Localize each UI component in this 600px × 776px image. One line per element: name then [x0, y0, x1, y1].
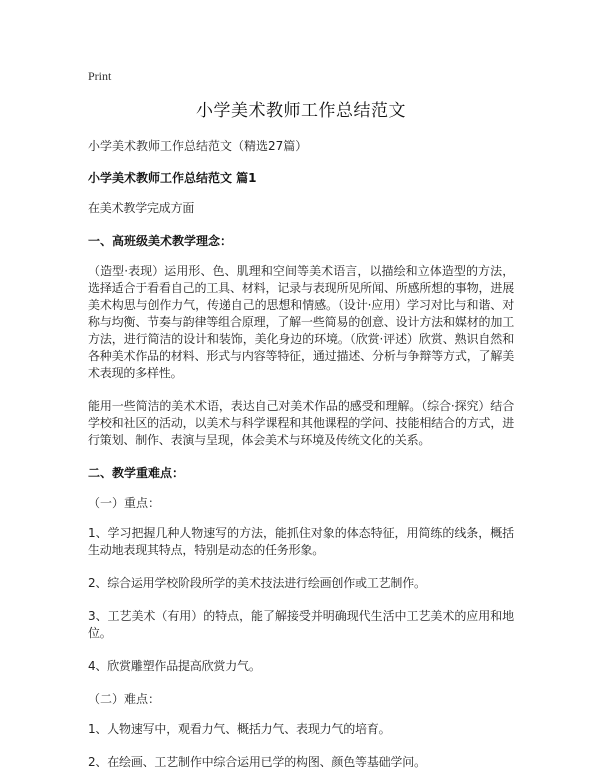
list-item: 2、综合运用学校阶段所学的美术技法进行绘画创作或工艺制作。 [88, 576, 426, 590]
print-link[interactable]: Print [88, 69, 112, 83]
paragraph-concept-2: 能用一些简洁的美术术语，表达自己对美术作品的感受和理解。（综合·探究）结合学校和社区的活动，以美术与科学课程和其他课程的学问、技能相结合的方式，进行策划、制作、表演与呈现，体会美术与环境及传统文化的关系。 [88, 399, 514, 447]
document-subtitle: 小学美术教师工作总结范文（精选27篇） [88, 139, 308, 153]
paragraph-concept-1: （造型·表现）运用形、色、肌理和空间等美术语言，以描绘和立体造型的方法，选择适合于看看自己的工具、材料，记录与表现所见所闻、所感所想的事物，进展美术构思与创作力气，传递自己的思想和情感。（设计·应用）学习对比与和谐、对称与均衡、节奏与韵律等组合原理，了解一些简易的创意、设计方法和媒材的加工方法，进行简洁的设计和装饰，美化身边的环境。（欣赏·评述）欣赏、熟识自然和各种美术作品的材料、形式与内容等特征，通过描述、分析与争辩等方式，了解美术表现的多样性。 [88, 264, 514, 380]
subheading-difficulty: （二）难点： [88, 692, 161, 706]
intro-paragraph: 在美术教学完成方面 [88, 201, 195, 215]
list-item: 1、学习把握几种人物速写的方法，能抓住对象的体态特征，用简练的线条，概括生动地表现其特点，特别是动态的任务形象。 [88, 526, 514, 557]
subheading-focus: （一）重点： [88, 496, 161, 510]
list-item: 3、工艺美术（有用）的特点，能了解接受并明确现代生活中工艺美术的应用和地位。 [88, 609, 514, 640]
list-item: 2、在绘画、工艺制作中综合运用已学的构图、颜色等基础学问。 [88, 755, 426, 769]
section-title: 小学美术教师工作总结范文 篇1 [88, 171, 257, 185]
heading-key-points: 二、教学重难点： [88, 466, 185, 480]
heading-teaching-concept: 一、高班级美术教学理念： [88, 234, 233, 248]
list-item: 1、人物速写中，观看力气、概括力气、表现力气的培育。 [88, 722, 391, 736]
list-item: 4、欣赏雕塑作品提高欣赏力气。 [88, 659, 261, 673]
page-title: 小学美术教师工作总结范文 [196, 101, 406, 121]
